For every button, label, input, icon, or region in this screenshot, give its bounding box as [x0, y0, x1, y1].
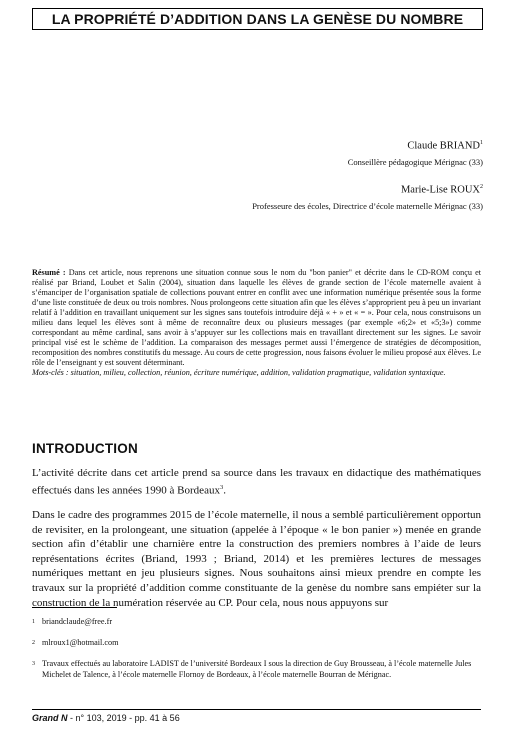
author-name — [348, 140, 483, 152]
title-box — [32, 8, 483, 30]
footnote-separator — [32, 607, 117, 608]
paragraph-text: L’activité décrite dans cet article prend sa source dans les travaux en didactique des mathématiques effectués dans les années 1990 à Bordeaux — [32, 467, 481, 497]
footnote-text: Travaux effectués au laboratoire LADIST de l’université Bordeaux I sous la direction de Guy Brousseau, à l’école maternelle Jules Michelet de Talence, à l’école maternelle Flornoy de Bordeaux, à l’école maternelle Bourran de Mérignac. — [42, 659, 472, 679]
footer-separator — [32, 709, 481, 710]
author-name-text: Marie-Lise ROUX — [400, 184, 480, 196]
article-title: LA PROPRIÉTÉ D’ADDITION DANS LA GENÈSE DU NOMBRE — [51, 11, 464, 27]
section-heading: INTRODUCTION — [32, 441, 138, 456]
footnote-number: 1 — [32, 619, 35, 625]
footnote-number: 2 — [32, 640, 35, 646]
footnote-1 — [32, 617, 481, 628]
abstract-label: Résumé : — [32, 268, 66, 277]
author-affiliation: Conseillère pédagogique Mérignac (33) — [347, 156, 483, 167]
footnote-text: mlroux1@hotmail.com — [42, 638, 119, 647]
footnote-number: 3 — [32, 661, 35, 667]
abstract — [32, 268, 481, 378]
footnote-3 — [32, 659, 481, 680]
author-block-2 — [252, 184, 483, 211]
author-affiliation: Professeure des écoles, Directrice d’école maternelle Mérignac (33) — [252, 200, 483, 211]
keywords: Mots-clés : situation, milieu, collection, réunion, écriture numérique, addition, validation pragmatique, validation syntaxique. — [32, 368, 446, 377]
abstract-body — [32, 268, 481, 368]
issue-info: - n° 103, 2019 - pp. 41 à 56 — [67, 713, 180, 723]
footnote-mark: 3 — [219, 483, 224, 491]
footnote-text: briandclaude@free.fr — [42, 617, 113, 626]
author-footnote-mark: 2 — [480, 184, 483, 190]
abstract-text: Dans cet article, nous reprenons une situation connue sous le nom du "bon panier" et décrite dans le CD-ROM conçu et réalisé par Briand, Loubet et Salin (2004), situation dans laquelle les élèves de grande section de l’école maternelle avaient à s’émanciper de l’organisation spatiale de collections pouvant entrer en conflit avec une information numérique présentée sous la forme d’une liste constituée de deux ou trois nombres. Nous prolongeons cette situation afin que les élèves s’approprient peu à peu un invariant relatif à l’addition en travaillant uniquement sur les signes sans toutefois introduire déjà « + » et « = ». Pour cela, nous construisons un milieu dans lequel les élèves sont à même de reconnaître deux ou plusieurs messages (par exemple «6;2» et «5;3») comme correspondant au même cardinal, sans avoir à s’appuyer sur les collections mais en travaillant directement sur les signes. Le savoir principal visé est le schème de l’addition. La comparaison des messages permet aussi l’émergence de stratégies de décomposition, recomposition des nombres constitutifs du message. Au cours de cette progression, nous faisons évoluer le milieu proposé aux élèves. Le rôle de l’enseignant y est souvent déterminant. — [32, 268, 482, 367]
paragraph-end: . — [223, 484, 226, 497]
page-footer — [32, 713, 180, 723]
author-name-text: Claude BRIAND — [407, 140, 480, 152]
author-block-1 — [348, 140, 483, 167]
footnote-2 — [32, 638, 481, 649]
intro-paragraph-2: Dans le cadre des programmes 2015 de l’école maternelle, il nous a semblé particulièrement opportun de revisiter, en la prolongeant, une situation (appelée à l’époque « le bon panier ») menée en grande section afin d’établir une charnière entre la construction des premiers nombres à l’aide de leurs représentations écrites (Briand, 1993 ; Briand, 2014) et les premières lectures de messages numériques mettant en jeu plusieurs signes. Nous souhaitons ainsi mieux prendre en compte les travaux sur la propriété d’addition comme constituante de la genèse du nombre sans empiéter sur la construction de la numération réservée au CP. Pour cela, nous nous appuyons sur — [32, 509, 481, 609]
journal-name: Grand N — [32, 713, 68, 723]
author-footnote-mark: 1 — [480, 140, 483, 146]
intro-paragraph-1 — [32, 466, 481, 498]
author-name — [252, 184, 483, 196]
